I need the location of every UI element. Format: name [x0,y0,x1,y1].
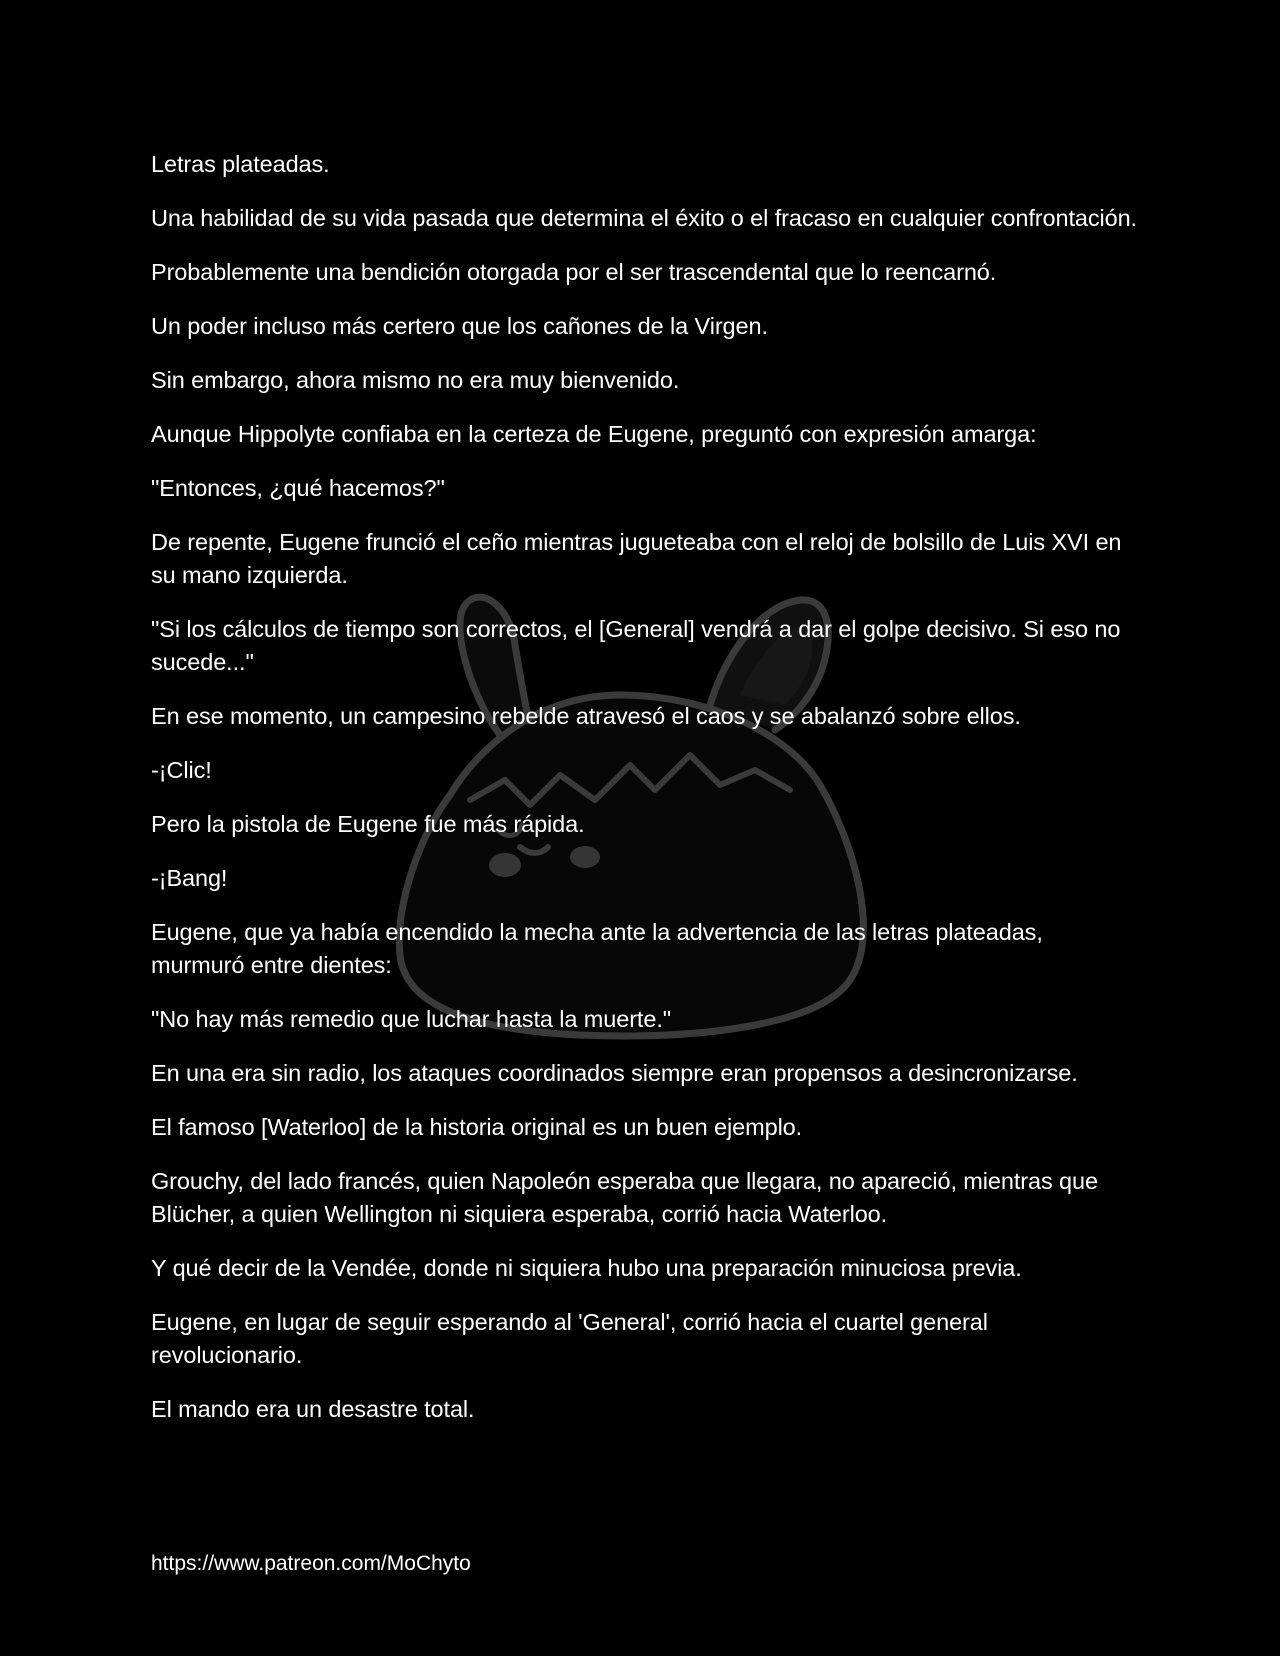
paragraph: Una habilidad de su vida pasada que determina el éxito o el fracaso en cualquier confrontación. [151,205,1137,231]
paragraph: Letras plateadas. [151,151,330,177]
paragraph: "Entonces, ¿qué hacemos?" [151,475,445,501]
paragraph: -¡Bang! [151,865,228,891]
paragraph: En ese momento, un campesino rebelde atravesó el caos y se abalanzó sobre ellos. [151,703,1021,729]
paragraph: El famoso [Waterloo] de la historia original es un buen ejemplo. [151,1114,803,1140]
paragraph: Y qué decir de la Vendée, donde ni siquiera hubo una preparación minuciosa previa. [151,1255,1022,1281]
paragraph: El mando era un desastre total. [151,1396,475,1422]
patreon-link[interactable]: https://www.patreon.com/MoChyto [151,1552,471,1575]
paragraph: Probablemente una bendición otorgada por el ser trascendental que lo reencarnó. [151,259,997,285]
paragraph: Eugene, que ya había encendido la mecha ante la advertencia de las letras plateadas, murmuró entre dientes: [151,919,1043,978]
paragraph: Grouchy, del lado francés, quien Napoleón esperaba que llegara, no apareció, mientras que Blücher, a quien Wellington ni siquiera esperaba, corrió hacia Waterloo. [151,1168,1098,1227]
paragraph: -¡Clic! [151,757,212,783]
paragraph: De repente, Eugene frunció el ceño mientras jugueteaba con el reloj de bolsillo de Luis XVI en su mano izquierda. [151,529,1122,588]
paragraph: En una era sin radio, los ataques coordinados siempre eran propensos a desincronizarse. [151,1060,1078,1086]
paragraph: Pero la pistola de Eugene fue más rápida. [151,811,585,837]
paragraph: Un poder incluso más certero que los cañones de la Virgen. [151,313,768,339]
document-body [151,148,1141,1447]
paragraph: "No hay más remedio que luchar hasta la muerte." [151,1006,672,1032]
paragraph: Sin embargo, ahora mismo no era muy bienvenido. [151,367,680,393]
paragraph: Eugene, en lugar de seguir esperando al 'General', corrió hacia el cuartel general revolucionario. [151,1309,988,1368]
paragraph: "Si los cálculos de tiempo son correctos, el [General] vendrá a dar el golpe decisivo. Si eso no sucede..." [151,616,1121,675]
paragraph: Aunque Hippolyte confiaba en la certeza de Eugene, preguntó con expresión amarga: [151,421,1037,447]
